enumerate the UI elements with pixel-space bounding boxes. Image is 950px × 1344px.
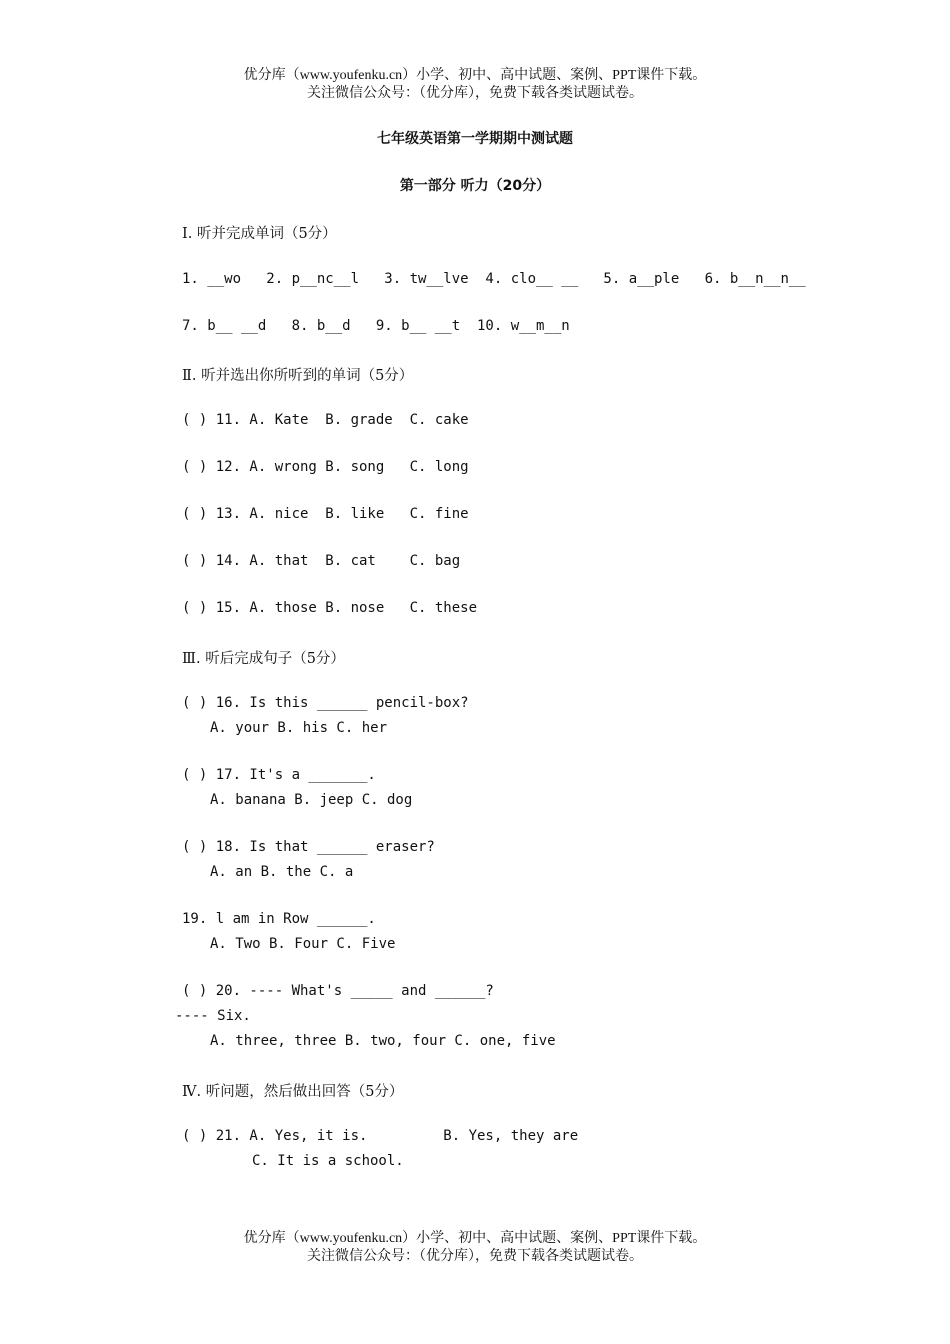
section-1-row-1: 1. __wo 2. p__nc__l 3. tw__lve 4. clo__ __ 5. a__ple 6. b__n__n__ (182, 271, 806, 287)
section-1-heading: Ⅰ. 听并完成单词（5分） (182, 226, 337, 242)
question-20: ( ) 20. ---- What's _____ and ______? (182, 983, 494, 999)
section-4-heading: Ⅳ. 听问题，然后做出回答（5分） (182, 1084, 404, 1100)
question-16-options: A. your B. his C. her (210, 720, 388, 736)
page-title: 七年级英语第一学期期中测试题 (377, 131, 573, 147)
question-19-options: A. Two B. Four C. Five (210, 936, 396, 952)
footer-line-1: 优分库（www.youfenku.cn）小学、初中、高中试题、案例、PPT课件下载。 (243, 1231, 707, 1246)
question-18: ( ) 18. Is that ______ eraser? (182, 839, 435, 855)
question-11: ( ) 11. A. Kate B. grade C. cake (182, 412, 469, 428)
question-13: ( ) 13. A. nice B. like C. fine (182, 506, 469, 522)
section-1-row-2: 7. b__ __d 8. b__d 9. b__ __t 10. w__m__n (182, 318, 570, 334)
question-17: ( ) 17. It's a _______. (182, 767, 376, 783)
section-3-heading: Ⅲ. 听后完成句子（5分） (182, 651, 345, 667)
question-16: ( ) 16. Is this ______ pencil-box? (182, 695, 469, 711)
question-14: ( ) 14. A. that B. cat C. bag (182, 553, 461, 569)
section-2-heading: Ⅱ. 听并选出你所听到的单词（5分） (182, 368, 414, 384)
header-line-2: 关注微信公众号：（优分库），免费下载各类试题试卷。 (307, 86, 643, 101)
question-21-option-c: C. It is a school. (252, 1153, 404, 1169)
question-20-answer: ---- Six. (175, 1008, 251, 1024)
part-title: 第一部分 听力（20分） (399, 178, 551, 194)
question-15: ( ) 15. A. those B. nose C. these (182, 600, 478, 616)
question-17-options: A. banana B. jeep C. dog (210, 792, 413, 808)
question-20-options: A. three, three B. two, four C. one, five (210, 1033, 556, 1049)
header-line-1: 优分库（www.youfenku.cn）小学、初中、高中试题、案例、PPT课件下载。 (243, 68, 707, 83)
question-12: ( ) 12. A. wrong B. song C. long (182, 459, 469, 475)
footer-line-2: 关注微信公众号：（优分库），免费下载各类试题试卷。 (307, 1249, 643, 1264)
question-18-options: A. an B. the C. a (210, 864, 354, 880)
question-19: 19. l am in Row ______. (182, 911, 376, 927)
question-21: ( ) 21. A. Yes, it is. B. Yes, they are (182, 1128, 579, 1144)
